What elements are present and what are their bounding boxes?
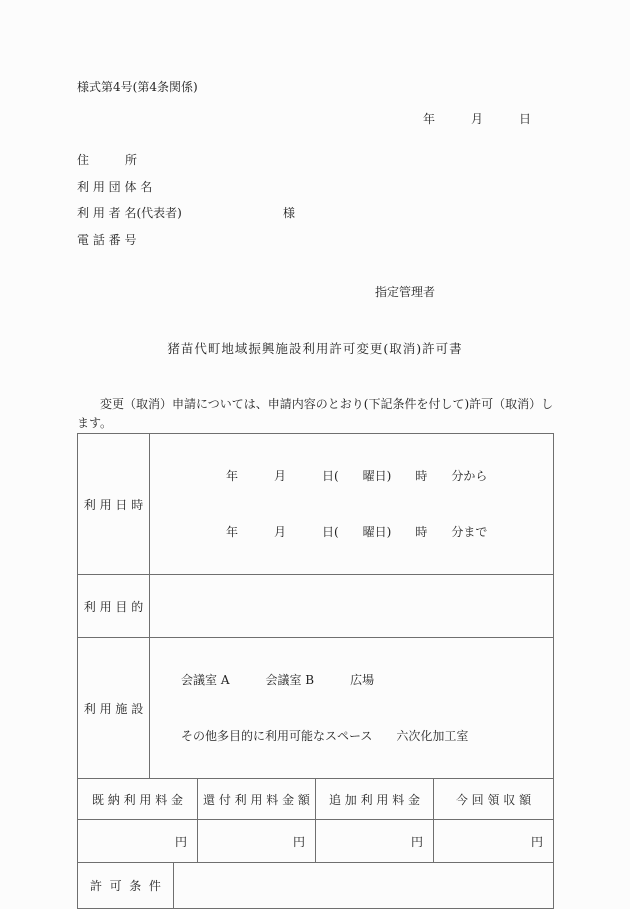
usage-info-table [77,433,554,779]
permit-table [77,433,553,909]
facility-line2: その他多目的に利用可能なスペース 六次化加工室 [181,729,469,743]
additional-fee-unit: 円 [316,820,434,863]
table-row [78,575,554,638]
body-text-line1: 変更（取消）申請については、申請内容のとおり(下記条件を付して)許可（取消）し [100,397,554,411]
group-name-label: 利 用 団 体 名 [77,180,153,194]
address-label: 住 所 [77,153,138,167]
received-amount-unit: 円 [434,820,554,863]
fees-header-row [78,779,554,820]
honorific-label: 様 [283,206,296,220]
usage-facility-value [150,638,554,779]
table-row [78,434,554,575]
user-name-label: 利 用 者 名(代表者) [77,206,182,220]
usage-datetime-label: 利 用 日 時 [78,434,150,575]
paid-fee-unit: 円 [78,820,198,863]
usage-purpose-value [150,575,554,638]
datetime-from-line: 年 月 日( 曜日) 時 分から [226,469,488,483]
usage-facility-label: 利 用 施 設 [78,638,150,779]
document-title: 猪苗代町地域振興施設利用許可変更(取消)許可書 [167,341,463,356]
issue-date-line: 年 月 日 [423,112,532,126]
additional-fee-header: 追 加 利 用 料 金 [316,779,434,820]
body-text-line2: ます。 [77,416,113,430]
usage-purpose-label: 利 用 目 的 [78,575,150,638]
refund-fee-unit: 円 [198,820,316,863]
permit-conditions-label: 許 可 条 件 [78,863,174,909]
form-number: 様式第4号(第4条関係) [77,80,198,94]
facility-line1: 会議室 A 会議室 B 広場 [181,673,375,687]
fees-table [77,778,554,863]
permit-conditions-table [77,862,554,909]
received-amount-header: 今 回 領 収 額 [434,779,554,820]
table-row [78,638,554,779]
datetime-to-line: 年 月 日( 曜日) 時 分まで [226,525,488,539]
permit-conditions-value [174,863,554,909]
usage-datetime-value [150,434,554,575]
phone-number-label: 電 話 番 号 [77,233,137,247]
fees-amount-row [78,820,554,863]
table-row [78,863,554,909]
paid-fee-header: 既 納 利 用 料 金 [78,779,198,820]
designated-manager-label: 指定管理者 [375,285,436,299]
refund-fee-header: 還 付 利 用 料 金 額 [198,779,316,820]
